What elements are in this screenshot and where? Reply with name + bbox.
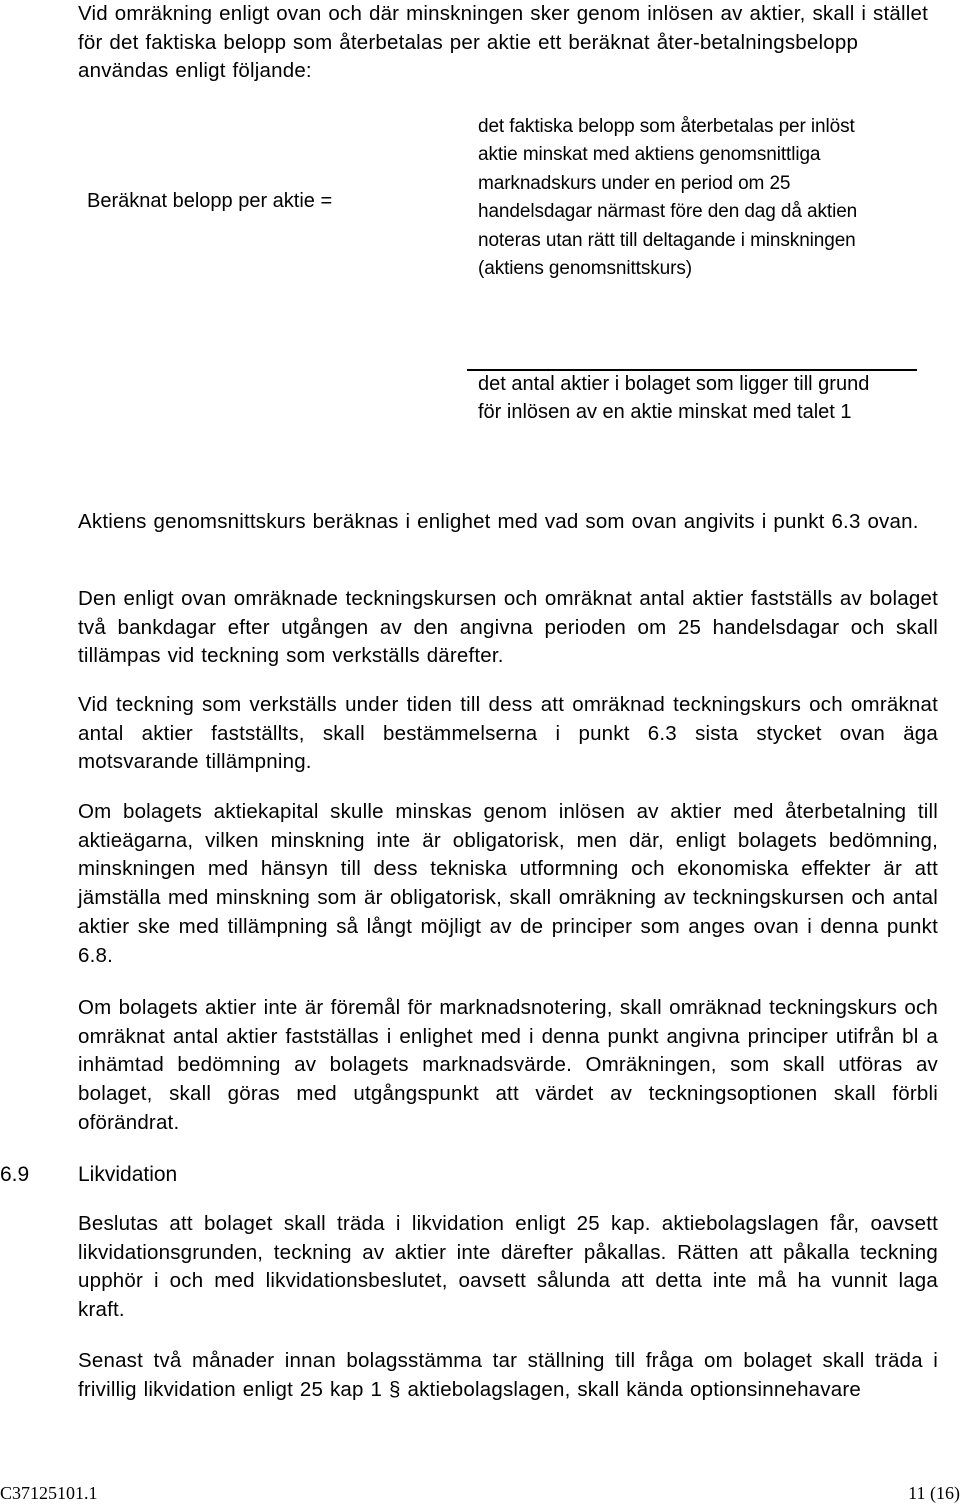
formula-denominator: det antal aktier i bolaget som ligger till grund för inlösen av en aktie minskat med talet 1 — [478, 373, 870, 424]
paragraph-aktiekapital-minskas: Om bolagets aktiekapital skulle minskas genom inlösen av aktier med återbetalning till aktieägarna, vilken minskning inte är obligatorisk, men där, enligt bolagets bedömning, minskningen med hänsyn till dess tekniska utformning och ekonomiska effekter är att jämställa med minskning som är obligatorisk, skall omräkning av teckningskursen och antal aktier ske med tillämpning så långt möjligt av de principer som anges ovan i denna punkt 6.8. — [78, 800, 938, 967]
paragraph-vid-teckning: Vid teckning som verkställs under tiden till dess att omräknad teckningskurs och omräknat antal aktier fastställts, skall bestämmelserna i punkt 6.3 sista stycket ovan äga motsvarande tillämpning. — [78, 693, 938, 774]
section-number: 6.9 — [0, 1163, 30, 1186]
formula-numerator: det faktiska belopp som återbetalas per inlöst aktie minskat med aktiens genomsnittliga marknadskurs under en period om 25 handelsdagar närmast före den dag då aktien noteras utan rätt till deltagande i minskningen (aktiens genomsnittskurs) — [478, 116, 858, 280]
paragraph-likvidation: Beslutas att bolaget skall träda i likvidation enligt 25 kap. aktiebolagslagen får, oavsett likvidationsgrunden, teckning av aktier inte därefter påkallas. Rätten att påkalla teckning upphör i och med likvidationsbeslutet, oavsett sålunda att detta inte må ha vunnit laga kraft. — [78, 1212, 938, 1322]
section-title: Likvidation — [78, 1163, 178, 1186]
footer-document-id: C37125101.1 — [0, 1483, 98, 1503]
intro-paragraph: Vid omräkning enligt ovan och där minskningen sker genom inlösen av aktier, skall i stället för det faktiska belopp som återbetalas per aktie ett beräknat åter-betalningsbelopp användas enligt följande: — [78, 2, 928, 83]
paragraph-bolagsstamma: Senast två månader innan bolagsstämma tar ställning till fråga om bolaget skall träda i frivillig likvidation enligt 25 kap 1 § aktiebolagslagen, skall kända optionsinnehavare — [78, 1349, 938, 1401]
footer-page-number: 11 (16) — [908, 1483, 960, 1503]
formula-label: Beräknat belopp per aktie = — [87, 190, 333, 212]
paragraph-genomsnittskurs: Aktiens genomsnittskurs beräknas i enlighet med vad som ovan angivits i punkt 6.3 ovan. — [78, 510, 919, 533]
paragraph-omraknade-teckningskurs: Den enligt ovan omräknade teckningskursen och omräknat antal aktier fastställs av bolaget två bankdagar efter utgången av den angivna perioden om 25 handelsdagar och skall tillämpas vid teckning som verkställs därefter. — [78, 587, 938, 668]
paragraph-marknadsnotering: Om bolagets aktier inte är föremål för marknadsnotering, skall omräknad teckningskurs och omräknat antal aktier fastställas i enlighet med i denna punkt angivna principer utifrån bl a inhämtad bedömning av bolagets marknadsvärde. Omräkningen, som skall utföras av bolaget, skall göras med utgångspunkt att värdet av teckningsoptionen skall förbli oförändrat. — [78, 996, 938, 1134]
